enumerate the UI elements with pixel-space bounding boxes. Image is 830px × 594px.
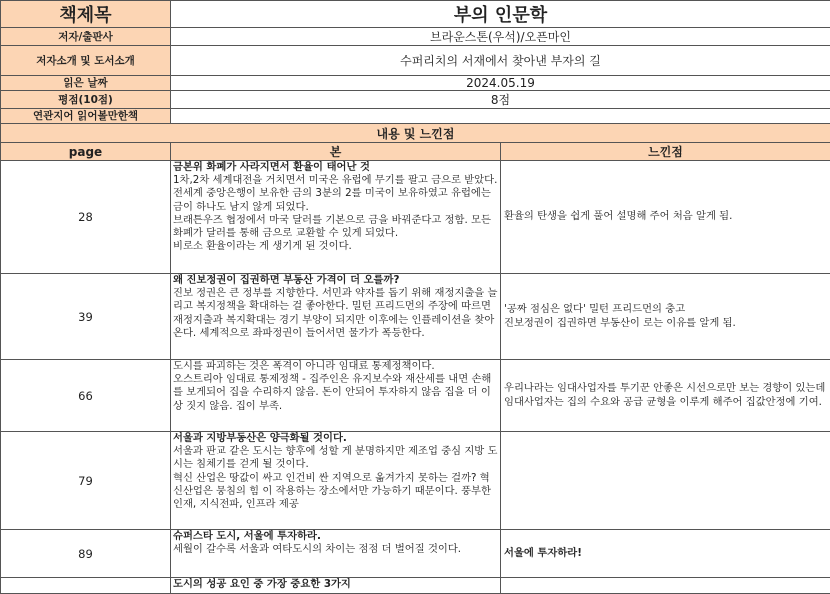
- impression-cell[interactable]: 서울에 투자하라!: [501, 530, 830, 578]
- col-header-page: page: [1, 143, 171, 161]
- related-value[interactable]: [171, 109, 830, 124]
- section-row: [1, 124, 830, 143]
- body-text: 진보 정권은 큰 정부를 지향한다. 서민과 약자를 돕기 위해 재정지출을 늘리고 복지정책을 확대하는 걸 좋아한다. 밀턴 프리드먼의 주장에 따르면 재정지출과 복지확대는 경기 부양이 되지만 이후에는 인플레이션을 찾아온다. 세계적으로 좌파정권이 들어서면 물가가 폭등한다.: [173, 287, 498, 339]
- book-title-label: 책제목: [1, 1, 171, 28]
- page-number[interactable]: 39: [1, 274, 171, 360]
- impression-cell[interactable]: 우리나라는 임대사업자를 투기꾼 안좋은 시선으로만 보는 경향이 있는데 임대사업자는 집의 수요와 공급 균형을 이루게 해주어 집값안정에 기여.: [501, 360, 830, 432]
- impression-cell[interactable]: [501, 274, 830, 360]
- body-title: 서울과 지방부동산은 양극화될 것이다.: [173, 432, 347, 444]
- col-header-impression: 느낀점: [501, 143, 830, 161]
- header-row: [1, 1, 830, 28]
- body-cell[interactable]: [171, 578, 501, 594]
- impression-text: 진보정권이 집권하면 부동산이 로는 이유를 알게 됨.: [504, 316, 736, 329]
- body-title: 도시의 성공 요인 중 가장 중요한 3가지: [173, 578, 351, 590]
- impression-cell[interactable]: 환율의 탄생을 쉽게 풀어 설명해 주어 처음 알게 됨.: [501, 161, 830, 274]
- info-row-related: [1, 109, 830, 124]
- impression-cell[interactable]: [501, 578, 830, 594]
- body-cell[interactable]: [171, 432, 501, 530]
- page-number[interactable]: 66: [1, 360, 171, 432]
- table-row: [1, 161, 830, 274]
- table-row: [1, 274, 830, 360]
- body-cell[interactable]: [171, 161, 501, 274]
- page-number[interactable]: 89: [1, 530, 171, 578]
- author-value[interactable]: 브라운스톤(우석)/오픈마인: [171, 28, 830, 46]
- info-row-author: [1, 28, 830, 46]
- body-text: 혁신 산업은 땅값이 싸고 인건비 싼 지역으로 옮겨가지 못하는 걸까? 혁신산업은 뭉침의 힘 이 작용하는 장소에서만 가능하기 때문이다. 풍부한 인재, 지식전파, 인프라 제공: [173, 471, 491, 511]
- date-value[interactable]: 2024.05.19: [171, 76, 830, 91]
- body-text: 비로소 환율이라는 게 생기게 된 것이다.: [173, 240, 352, 253]
- rating-label: 평점(10점): [1, 91, 171, 109]
- col-header-body: 본: [171, 143, 501, 161]
- body-text: 도시를 파괴하는 것은 폭격이 아니라 임대료 통제정책이다.: [173, 360, 435, 372]
- info-row-rating: [1, 91, 830, 109]
- body-text: 서울과 판교 같은 도시는 향후에 성할 게 분명하지만 제조업 중심 지방 도시는 침체기를 걷게 될 것이다.: [173, 445, 498, 471]
- body-text: 브래튼우즈 협정에서 마국 달러를 기본으로 금을 바꿔준다고 정함. 모든 화폐가 달러를 통해 금으로 교환할 수 있게 되었다.: [173, 213, 491, 240]
- body-text: 오스트리아 임대료 통제정책 - 집주인은 유지보수와 재산세를 내면 손해를 보게되어 집을 수리하지 않음. 돈이 안되어 투자하지 않음 집을 더 이상 짓지 않음. 집이 부족.: [173, 373, 492, 412]
- table-row: [1, 432, 830, 530]
- page-number[interactable]: [1, 578, 171, 594]
- section-title: 내용 및 느낀점: [1, 124, 830, 143]
- table-row: [1, 360, 830, 432]
- body-title: 금본위 화폐가 사라지면서 환율이 태어난 것: [173, 161, 370, 173]
- book-title[interactable]: 부의 인문학: [171, 1, 830, 28]
- impression-text: '공짜 점심은 없다' 밀턴 프리드먼의 충고: [504, 303, 686, 316]
- rating-value[interactable]: 8점: [171, 91, 830, 109]
- intro-value[interactable]: 수퍼리치의 서재에서 찾아낸 부자의 길: [171, 46, 830, 76]
- info-row-intro: [1, 46, 830, 76]
- body-cell[interactable]: [171, 530, 501, 578]
- body-text: 1차,2차 세계대전을 거치면서 미국은 유럽에 무기를 팔고 금으로 받았다. 전세계 중앙은행이 보유한 금의 3분의 2를 미국이 보유하였고 유럽에는 금이 하나도 남지 않게 되었다.: [173, 174, 498, 213]
- body-title: 왜 진보정권이 집권하면 부동산 가격이 더 오를까?: [173, 274, 400, 286]
- intro-label: 저자소개 및 도서소개: [1, 46, 171, 76]
- related-label: 연관지어 읽어볼만한책: [1, 109, 171, 124]
- body-cell[interactable]: [171, 274, 501, 360]
- date-label: 읽은 날짜: [1, 76, 171, 91]
- page-number[interactable]: 28: [1, 161, 171, 274]
- table-row: [1, 578, 830, 594]
- body-cell[interactable]: [171, 360, 501, 432]
- page-number[interactable]: 79: [1, 432, 171, 530]
- info-row-date: [1, 76, 830, 91]
- column-header-row: [1, 143, 830, 161]
- body-text: 세월이 갈수록 서울과 여타도시의 차이는 점점 더 벌어질 것이다.: [173, 543, 462, 556]
- impression-cell[interactable]: [501, 432, 830, 530]
- body-title: 슈퍼스타 도시, 서울에 투자하라.: [173, 530, 321, 542]
- author-label: 저자/출판사: [1, 28, 171, 46]
- table-row: [1, 530, 830, 578]
